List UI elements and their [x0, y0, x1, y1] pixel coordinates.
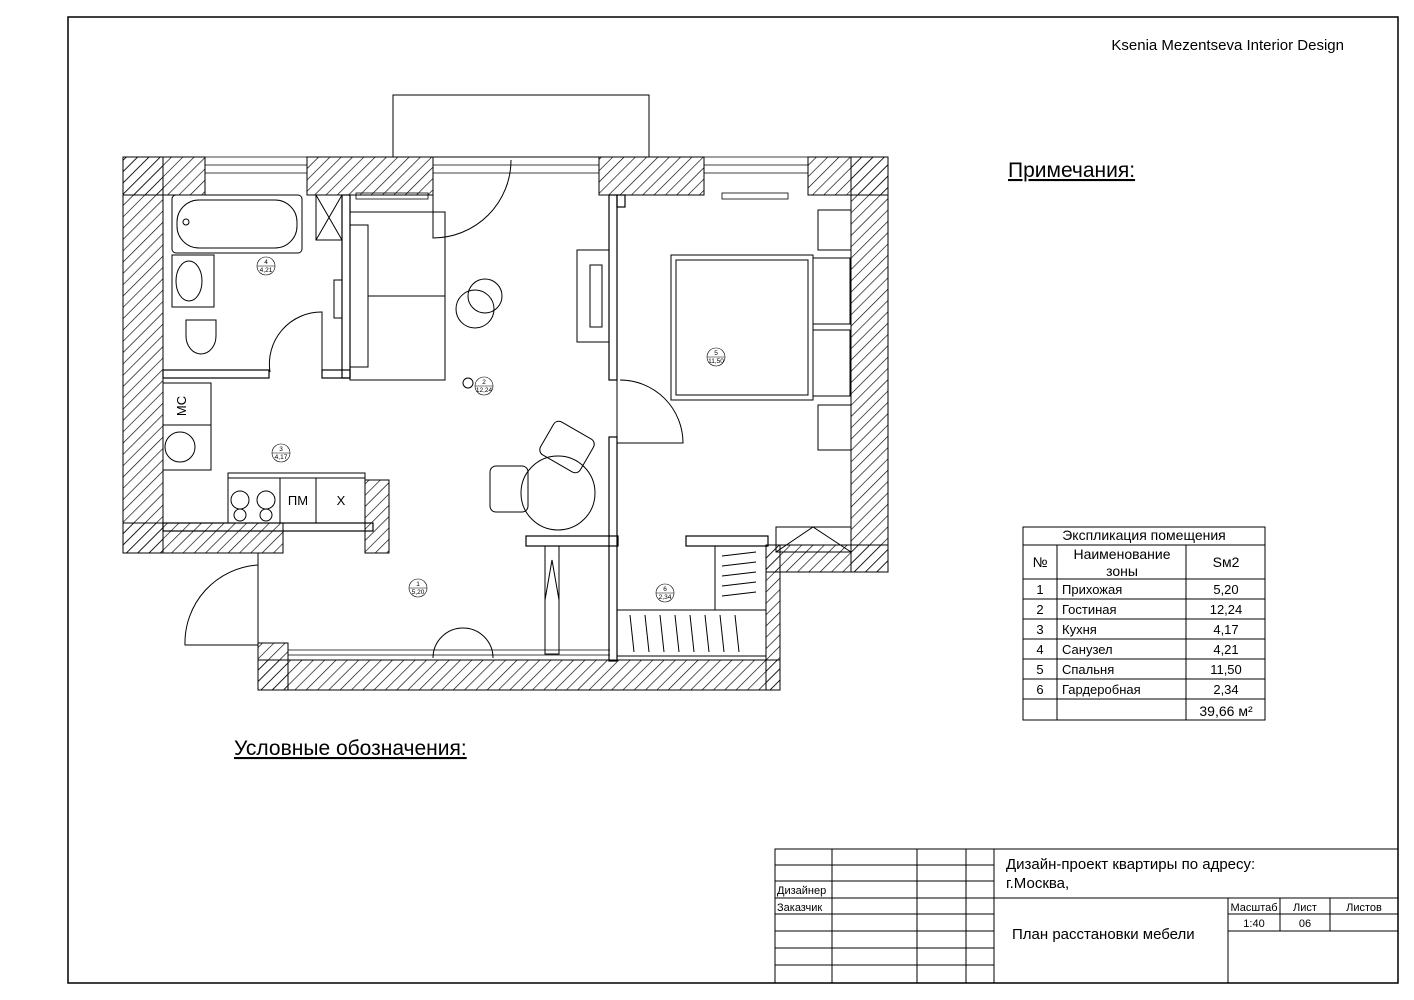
col-num: №: [1032, 554, 1048, 570]
studio-name: Ksenia Mezentseva Interior Design: [1111, 37, 1344, 54]
row-num: 6: [1036, 682, 1044, 697]
scale-value: 1:40: [1243, 918, 1265, 930]
row-num: 2: [1036, 602, 1044, 617]
svg-text:2: 2: [482, 379, 486, 386]
nightstand: [813, 330, 850, 396]
notes-heading: Примечания:: [1008, 159, 1136, 182]
col-area: Sм2: [1212, 554, 1240, 570]
row-num: 5: [1036, 662, 1044, 677]
project-line2: г.Москва,: [1006, 875, 1070, 892]
svg-text:11,50: 11,50: [708, 358, 724, 365]
windows: [205, 157, 808, 655]
room-markers: [257, 257, 725, 602]
dining-table: [521, 456, 595, 530]
row-area: 2,34: [1213, 682, 1239, 697]
row-area: 11,50: [1210, 662, 1242, 677]
row-name: Гостиная: [1062, 602, 1117, 617]
row-name: Кухня: [1062, 622, 1097, 637]
sheet-frame: [68, 17, 1398, 983]
bedroom-fixtures: [671, 210, 851, 552]
col-name-2: зоны: [1106, 563, 1138, 579]
scale-label: Масштаб: [1230, 902, 1278, 914]
room-marker-5: [707, 348, 725, 366]
svg-text:3: 3: [279, 446, 283, 453]
bathtub-basin: [177, 200, 297, 248]
row-area: 12,24: [1209, 602, 1243, 617]
svg-text:1: 1: [416, 581, 420, 588]
tv-stand: [577, 250, 609, 342]
col-name-1: Наименование: [1073, 546, 1171, 562]
row-name: Санузел: [1062, 642, 1113, 657]
kitchen-fixtures: [163, 383, 365, 523]
label-dishwasher: ПМ: [287, 493, 309, 508]
balcony: [393, 95, 649, 157]
explication-table: [1023, 527, 1265, 720]
washbasin: [176, 261, 202, 301]
svg-text:4: 4: [264, 259, 268, 266]
svg-text:5: 5: [714, 350, 718, 357]
room-marker-4: [257, 257, 275, 275]
row-name: Спальня: [1062, 662, 1115, 677]
room-marker-2: [475, 377, 493, 395]
sheet-title: План расстановки мебели: [1012, 926, 1195, 943]
bathroom-fixtures: [172, 195, 342, 354]
kitchen-sink: [165, 432, 195, 462]
title-block: [775, 849, 1398, 983]
svg-text:4,21: 4,21: [259, 267, 273, 274]
row-num: 3: [1036, 622, 1044, 637]
chair: [538, 419, 597, 475]
total-area: 39,66 м²: [1199, 703, 1253, 719]
floor-lamp: [468, 279, 502, 313]
room-marker-3: [272, 444, 290, 462]
sheet-label: Лист: [1293, 902, 1317, 914]
row-name: Гардеробная: [1062, 682, 1141, 697]
table-title: Экспликация помещения: [1062, 527, 1226, 543]
row-name: Прихожая: [1062, 582, 1123, 597]
svg-text:2,34: 2,34: [658, 594, 672, 601]
interior-walls: [163, 195, 768, 661]
row-area: 4,17: [1213, 622, 1239, 637]
room-marker-1: [409, 579, 427, 597]
room-marker-6: [656, 584, 674, 602]
sheets-label: Листов: [1346, 902, 1382, 914]
closet-fixtures: [617, 546, 766, 656]
svg-text:5,20: 5,20: [411, 589, 425, 596]
chair: [490, 466, 528, 512]
floor-plan: [123, 95, 888, 690]
doors: [185, 160, 683, 658]
label-fridge: Х: [336, 493, 346, 508]
row-area: 4,21: [1213, 642, 1239, 657]
bathtub: [172, 195, 302, 253]
sink-cabinet: [172, 255, 214, 307]
designer-label: Дизайнер: [777, 885, 827, 897]
legend-heading: Условные обозначения:: [234, 737, 467, 760]
toilet: [186, 320, 216, 354]
row-area: 5,20: [1213, 582, 1239, 597]
hallway-fixtures: [545, 546, 559, 654]
svg-text:12,24: 12,24: [475, 387, 493, 394]
exterior-walls: [123, 157, 888, 690]
bed: [671, 255, 813, 400]
svg-text:4,17: 4,17: [274, 454, 288, 461]
sheet-value: 06: [1298, 918, 1312, 930]
customer-label: Заказчик: [777, 902, 823, 914]
project-line1: Дизайн-проект квартиры по адресу:: [1006, 856, 1256, 873]
row-num: 4: [1036, 642, 1044, 657]
svg-text:6: 6: [663, 586, 667, 593]
row-num: 1: [1036, 582, 1044, 597]
label-mc: МС: [174, 395, 189, 417]
nightstand: [813, 258, 850, 324]
